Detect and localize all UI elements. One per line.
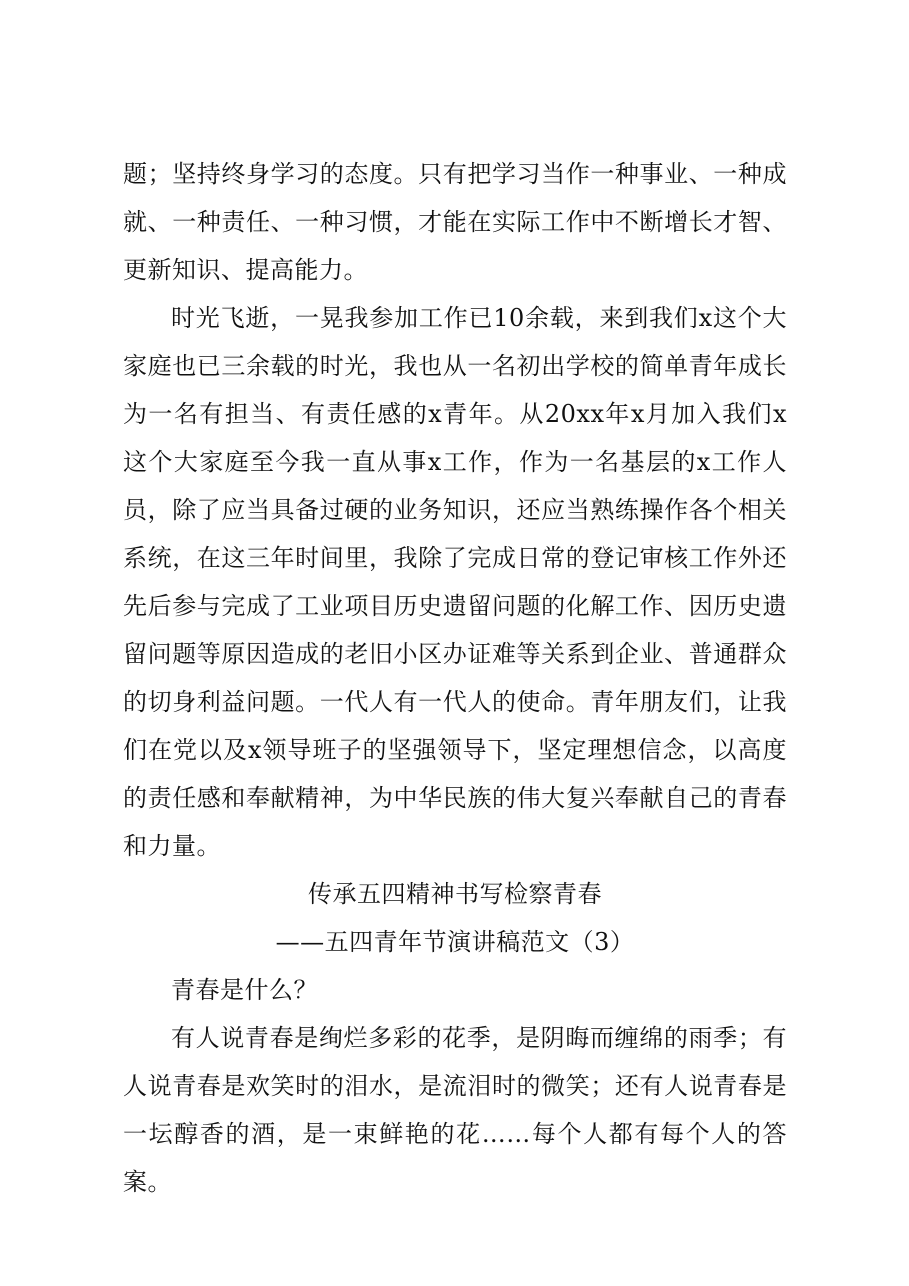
section-subtitle: ——五四青年节演讲稿范文（3） — [275, 928, 635, 956]
paragraph-work-experience: 时光飞逝，一晃我参加工作已10余载，来到我们x这个大家庭也已三余载的时光，我也从一名初出学校的简单青年成长为一名有担当、有责任感的x青年。从20xx年x月加入我们x这个大家庭至今我一直从事x工作，作为一名基层的x工作人员，除了应当具备过硬的业务知识，还应当熟练操作各个相关系统，在这三年时间里，我除了完成日常的登记审核工作外还先后参与完成了工业项目历史遗留问题的化解工作、因历史遗留问题等原因造成的老旧小区办证难等关系到企业、普通群众的切身利益问题。一代人有一代人的使命。青年朋友们，让我们在党以及x领导班子的坚强领导下，坚定理想信念，以高度的责任感和奉献精神，为中华民族的伟大复兴奉献自己的青春和力量。 — [123, 304, 787, 860]
paragraph-continuation: 题；坚持终身学习的态度。只有把学习当作一种事业、一种成就、一种责任、一种习惯，才能在实际工作中不断增长才智、更新知识、提高能力。 — [123, 160, 787, 284]
section-title: 传承五四精神书写检察青春 — [308, 880, 602, 908]
paragraph-youth-definitions: 有人说青春是绚烂多彩的花季，是阴晦而缠绵的雨季；有人说青春是欢笑时的泪水，是流泪时的微笑；还有人说青春是一坛醇香的酒，是一束鲜艳的花……每个人都有每个人的答案。 — [123, 1024, 787, 1196]
document-body — [123, 150, 787, 1206]
paragraph-question: 青春是什么？ — [171, 976, 318, 1004]
